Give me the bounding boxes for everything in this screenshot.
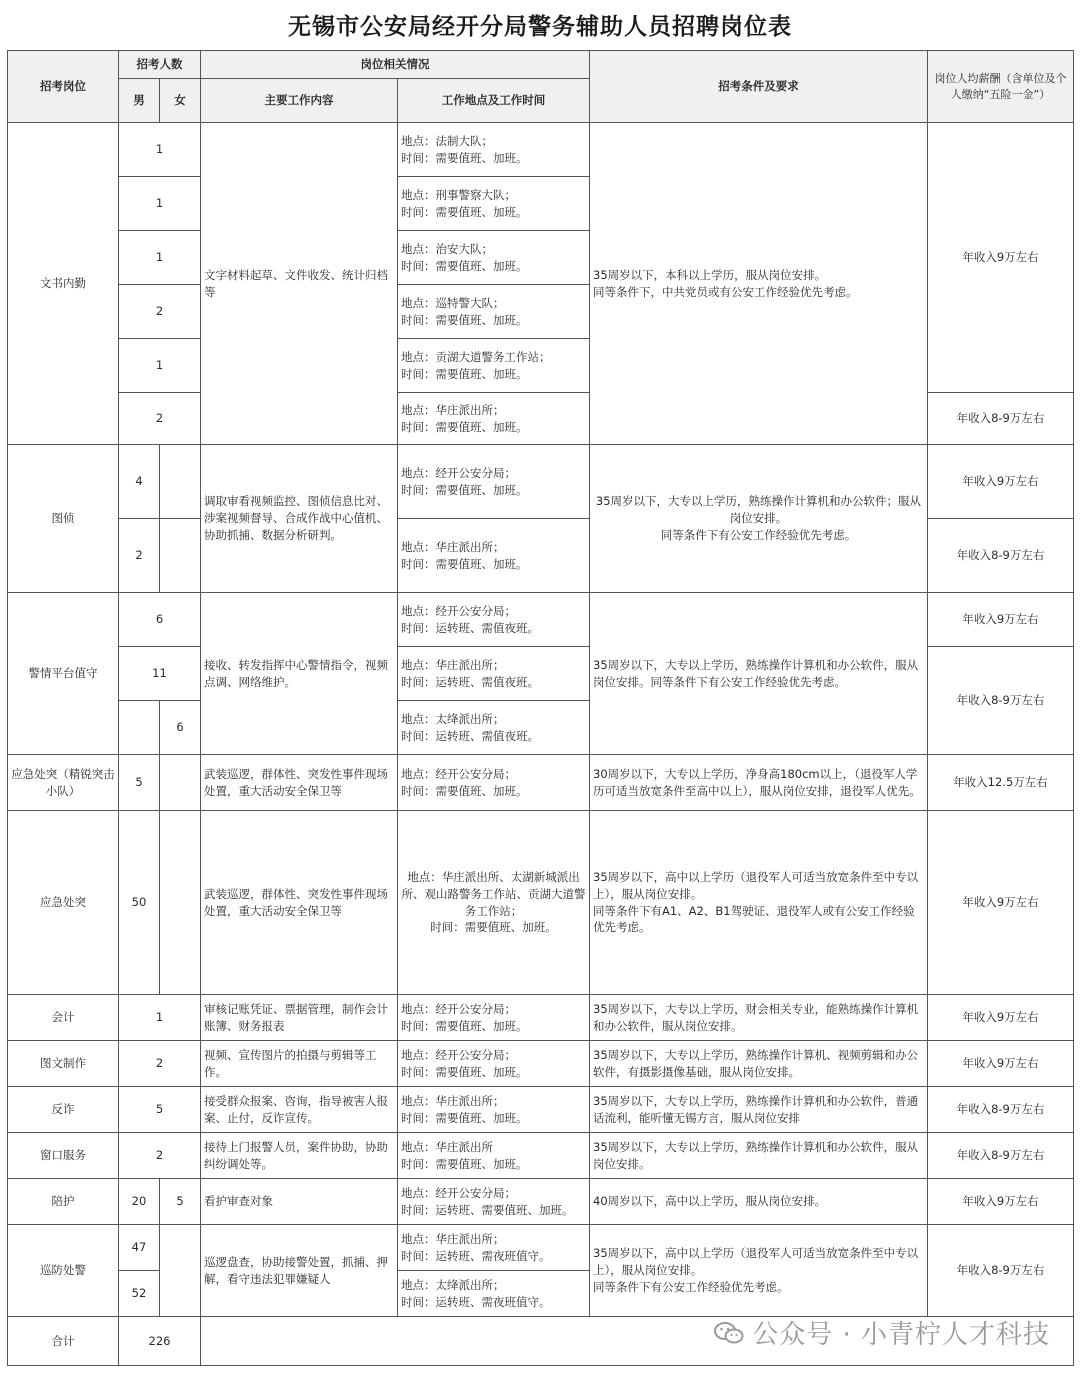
table-row [8, 811, 1074, 995]
table-row [8, 445, 1074, 519]
location-cell: 地点：华庄派出所； 时间：运转班、需夜班值守。 [398, 1225, 590, 1271]
salary-cell: 年收入9万左右 [928, 1179, 1074, 1225]
count-cell: 2 [119, 1133, 201, 1179]
location-cell: 地点：华庄派出所 时间：需要值班、加班。 [398, 1133, 590, 1179]
requirements-cell: 35周岁以下，高中以上学历（退役军人可适当放宽条件至中专以上），服从岗位安排。 同等条件下有A1、A2、B1驾驶证、退役军人或有公安工作经验优先考虑。 [590, 811, 928, 995]
location-cell: 地点：华庄派出所； 时间：需要值班、加班。 [398, 393, 590, 445]
male-count-cell: 2 [119, 519, 160, 593]
location-cell: 地点：治安大队； 时间：需要值班、加班。 [398, 231, 590, 285]
duties-cell: 文字材料起草、文件收发、统计归档等 [201, 123, 398, 445]
male-count-cell: 20 [119, 1179, 160, 1225]
location-cell: 地点：华庄派出所、太湖新城派出所、观山路警务工作站、贡湖大道警务工作站； 时间：需要值班、加班。 [398, 811, 590, 995]
count-cell: 2 [119, 285, 201, 339]
post-cell: 图文制作 [8, 1041, 119, 1087]
duties-cell: 接受群众报案、咨询，指导被害人报案、止付，反诈宣传。 [201, 1087, 398, 1133]
table-row [8, 1041, 1074, 1087]
requirements-cell: 35周岁以下，大专以上学历，熟练操作计算机、视频剪辑和办公软件，有摄影摄像基础，服从岗位安排。 [590, 1041, 928, 1087]
header-count: 招考人数 [119, 51, 201, 79]
male-count-cell: 47 [119, 1225, 160, 1271]
post-cell: 窗口服务 [8, 1133, 119, 1179]
female-count-cell [160, 519, 201, 593]
duties-cell: 视频、宣传图片的拍摄与剪辑等工作。 [201, 1041, 398, 1087]
duties-cell: 审核记账凭证、票据管理，制作会计账簿、财务报表 [201, 995, 398, 1041]
requirements-cell: 40周岁以下，高中以上学历，服从岗位安排。 [590, 1179, 928, 1225]
count-cell: 1 [119, 995, 201, 1041]
table-row [8, 593, 1074, 647]
salary-cell: 年收入8-9万左右 [928, 519, 1074, 593]
location-cell: 地点：巡特警大队； 时间：需要值班、加班。 [398, 285, 590, 339]
location-cell: 地点：经开公安分局； 时间：运转班、需要值班、加班。 [398, 1179, 590, 1225]
wechat-icon [714, 1321, 744, 1345]
location-cell: 地点：经开公安分局； 时间：运转班、需值夜班。 [398, 593, 590, 647]
count-cell: 6 [119, 593, 201, 647]
duties-cell: 武装巡逻，群体性、突发性事件现场处置，重大活动安全保卫等 [201, 755, 398, 811]
salary-cell: 年收入9万左右 [928, 593, 1074, 647]
requirements-cell: 35周岁以下，大专以上学历，熟练操作计算机和办公软件，服从岗位安排。同等条件下有公安工作经验优先考虑。 [590, 593, 928, 755]
location-cell: 地点：华庄派出所； 时间：需要值班、加班。 [398, 1087, 590, 1133]
salary-cell: 年收入8-9万左右 [928, 393, 1074, 445]
female-count-cell [160, 1225, 201, 1317]
duties-cell: 接收、转发指挥中心警情指令，视频点调、网络维护。 [201, 593, 398, 755]
requirements-cell: 35周岁以下，大专以上学历，熟练操作计算机和办公软件；服从岗位安排。 同等条件下有公安工作经验优先考虑。 [590, 445, 928, 593]
salary-cell: 年收入9万左右 [928, 1041, 1074, 1087]
duties-cell: 巡逻盘查，协助接警处置，抓捕、押解，看守违法犯罪嫌疑人 [201, 1225, 398, 1317]
female-count-cell: 5 [160, 1179, 201, 1225]
header-duties: 主要工作内容 [201, 79, 398, 123]
table-row [8, 123, 1074, 177]
page-title: 无锡市公安局经开分局警务辅助人员招聘岗位表 [288, 14, 792, 40]
table-row [8, 755, 1074, 811]
location-cell: 地点：太绛派出所； 时间：运转班、需值夜班。 [398, 701, 590, 755]
count-cell: 1 [119, 123, 201, 177]
salary-cell: 年收入12.5万左右 [928, 755, 1074, 811]
location-cell: 地点：华庄派出所； 时间：需要值班、加班。 [398, 519, 590, 593]
female-count-cell [160, 811, 201, 995]
salary-cell: 年收入9万左右 [928, 995, 1074, 1041]
post-cell: 应急处突（精锐突击小队） [8, 755, 119, 811]
requirements-cell: 35周岁以下，大专以上学历，财会相关专业，能熟练操作计算机和办公软件，服从岗位安排。 [590, 995, 928, 1041]
duties-cell: 接待上门报警人员，案件协助，协助纠纷调处等。 [201, 1133, 398, 1179]
post-cell: 警情平台值守 [8, 593, 119, 755]
salary-cell: 年收入9万左右 [928, 811, 1074, 995]
male-count-cell: 4 [119, 445, 160, 519]
post-cell: 图侦 [8, 445, 119, 593]
header-info: 岗位相关情况 [201, 51, 590, 79]
location-cell: 地点：华庄派出所； 时间：运转班、需值夜班。 [398, 647, 590, 701]
salary-cell: 年收入8-9万左右 [928, 1133, 1074, 1179]
count-cell: 1 [119, 177, 201, 231]
location-cell: 地点：太绛派出所； 时间：运转班、需夜班值守。 [398, 1271, 590, 1317]
header-salary: 岗位人均薪酬（含单位及个人缴纳“五险一金”） [928, 51, 1074, 123]
location-cell: 地点：经开公安分局； 时间：需要值班、加班。 [398, 755, 590, 811]
requirements-cell: 35周岁以下，高中以上学历（退役军人可适当放宽条件至中专以上），服从岗位安排。 同等条件下有公安工作经验优先考虑。 [590, 1225, 928, 1317]
salary-cell: 年收入8-9万左右 [928, 647, 1074, 755]
female-count-cell [160, 445, 201, 519]
count-cell: 1 [119, 231, 201, 285]
salary-cell: 年收入8-9万左右 [928, 1225, 1074, 1317]
count-cell: 2 [119, 1041, 201, 1087]
location-cell: 地点：刑事警察大队； 时间：需要值班、加班。 [398, 177, 590, 231]
recruitment-table [7, 50, 1074, 1366]
male-count-cell [119, 701, 160, 755]
post-cell: 反诈 [8, 1087, 119, 1133]
female-count-cell: 6 [160, 701, 201, 755]
count-cell: 11 [119, 647, 201, 701]
duties-cell: 武装巡逻，群体性、突发性事件现场处置，重大活动安全保卫等 [201, 811, 398, 995]
post-cell: 应急处突 [8, 811, 119, 995]
post-cell: 陪护 [8, 1179, 119, 1225]
salary-cell: 年收入9万左右 [928, 445, 1074, 519]
location-cell: 地点：经开公安分局； 时间：需要值班、加班。 [398, 1041, 590, 1087]
header-req: 招考条件及要求 [590, 51, 928, 123]
requirements-cell: 35周岁以下，大专以上学历，熟练操作计算机和办公软件，服从岗位安排。 [590, 1133, 928, 1179]
watermark-text: 公众号 · 小青柠人才科技 [752, 1320, 1050, 1350]
male-count-cell: 52 [119, 1271, 160, 1317]
count-cell: 2 [119, 393, 201, 445]
location-cell: 地点：经开公安分局； 时间：需要值班、加班。 [398, 995, 590, 1041]
total-value: 226 [119, 1317, 201, 1366]
table-row [8, 1179, 1074, 1225]
post-cell: 会计 [8, 995, 119, 1041]
requirements-cell: 35周岁以下，本科以上学历，服从岗位安排。 同等条件下，中共党员或有公安工作经验优先考虑。 [590, 123, 928, 445]
salary-cell: 年收入9万左右 [928, 123, 1074, 393]
watermark [714, 1314, 1050, 1351]
table-row [8, 1133, 1074, 1179]
header-place: 工作地点及工作时间 [398, 79, 590, 123]
table-row [8, 1087, 1074, 1133]
male-count-cell: 50 [119, 811, 160, 995]
header-post: 招考岗位 [8, 51, 119, 123]
requirements-cell: 35周岁以下，大专以上学历，熟练操作计算机和办公软件，普通话流利，能听懂无锡方言，服从岗位安排 [590, 1087, 928, 1133]
male-count-cell: 5 [119, 755, 160, 811]
total-label: 合计 [8, 1317, 119, 1366]
table-row [8, 995, 1074, 1041]
post-cell: 文书内勤 [8, 123, 119, 445]
duties-cell: 调取审看视频监控、图侦信息比对、涉案视频督导、合成作战中心值机、协助抓捕、数据分析研判。 [201, 445, 398, 593]
female-count-cell [160, 755, 201, 811]
duties-cell: 看护审查对象 [201, 1179, 398, 1225]
count-cell: 5 [119, 1087, 201, 1133]
location-cell: 地点：贡湖大道警务工作站； 时间：需要值班、加班。 [398, 339, 590, 393]
location-cell: 地点：法制大队； 时间：需要值班、加班。 [398, 123, 590, 177]
post-cell: 巡防处警 [8, 1225, 119, 1317]
count-cell: 1 [119, 339, 201, 393]
header-female: 女 [160, 79, 201, 123]
location-cell: 地点：经开公安分局； 时间：需要值班、加班。 [398, 445, 590, 519]
requirements-cell: 30周岁以下，大专以上学历，净身高180cm以上，（退役军人学历可适当放宽条件至高中以上），服从岗位安排，退役军人优先。 [590, 755, 928, 811]
header-male: 男 [119, 79, 160, 123]
table-row [8, 1225, 1074, 1271]
salary-cell: 年收入8-9万左右 [928, 1087, 1074, 1133]
